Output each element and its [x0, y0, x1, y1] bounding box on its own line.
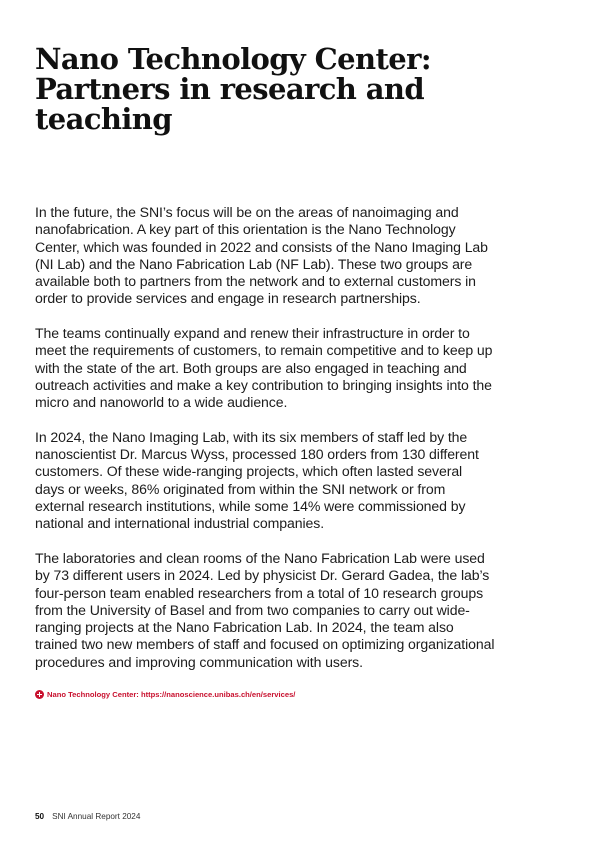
- page-title: Nano Technology Center: Partners in research and teaching: [35, 42, 431, 136]
- services-link[interactable]: [35, 690, 295, 699]
- services-link-text[interactable]: Nano Technology Center: https://nanoscience.unibas.ch/en/services/: [47, 690, 296, 699]
- paragraph-nano-fabrication-lab: The laboratories and clean rooms of the Nano Fabrication Lab were used by 73 different users in 2024. Led by physicist Dr. Gerard Gadea, the lab’s four-person team enabled researchers from a total of 10 research groups from the University of Basel and from two companies to carry out wide-ranging projects at the Nano Fabrication Lab. In 2024, the team also trained two new members of staff and focused on optimizing organizational procedures and improving communication with users.: [35, 549, 495, 670]
- paragraph-teams: The teams continually expand and renew their infrastructure in order to meet the requirements of customers, to remain competitive and to keep up with the state of the art. Both groups are also engaged in teaching and outreach activities and make a key contribution to bringing insights into the micro and nanoworld to a wide audience.: [35, 325, 493, 411]
- article-body: [35, 204, 495, 688]
- plus-circle-icon: [35, 690, 44, 699]
- paragraph-intro: In the future, the SNI’s focus will be on the areas of nanoimaging and nanofabrication. A key part of this orientation is the Nano Technology Center, which was founded in 2022 and consists of the Nano Imaging Lab (NI Lab) and the Nano Fabrication Lab (NF Lab). These two groups are available both to partners from the network and to external customers in order to provide services and engage in research partnerships.: [35, 204, 488, 307]
- paragraph-nano-imaging-lab: In 2024, the Nano Imaging Lab, with its six members of staff led by the nanoscientist Dr. Marcus Wyss, processed 180 orders from 130 different customers. Of these wide-ranging projects, which often lasted several days or weeks, 86% originated from within the SNI network or from external research institutions, while some 14% were commissioned by national and international industrial companies.: [35, 428, 479, 532]
- publication-name: SNI Annual Report 2024: [52, 812, 141, 821]
- page-number: 50: [35, 812, 45, 821]
- page-footer: [35, 812, 140, 821]
